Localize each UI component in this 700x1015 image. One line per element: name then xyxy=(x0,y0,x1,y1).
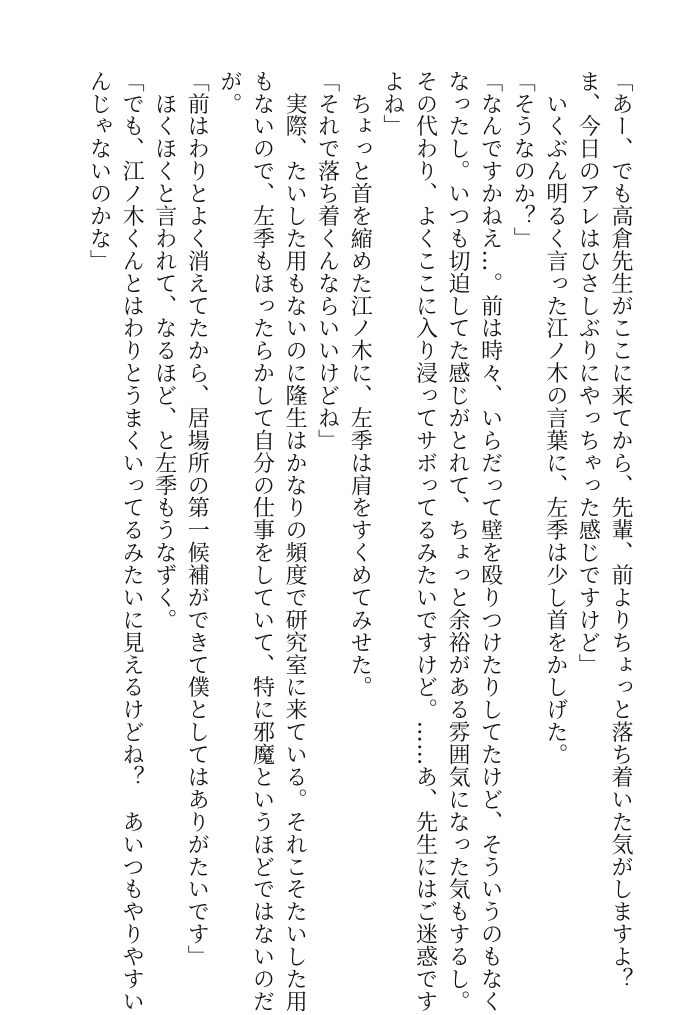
text-line: 「それで落ち着くんならいいけどね」 xyxy=(314,70,340,452)
text-line: いくぶん明るく言った江ノ木の言葉に、左季は少し首をかしげた。 xyxy=(542,70,568,766)
text-line: 「あー、でも高倉先生がここに来てから、先輩、前よりちょっと落ち着いた気がしますよ？ xyxy=(608,70,633,991)
text-line: んじゃないのかな」 xyxy=(86,70,112,272)
text-line: 「なんですかねえ…。前は時々、いらだって壁を殴りつけたりしてたけど、そういうのもなく xyxy=(477,70,503,1013)
text-line: 実際、たいした用もないのに隆生はかなりの頻度で研究室に来ている。それこそたいした用 xyxy=(282,70,308,1013)
text-line: 「そうなのか？」 xyxy=(510,70,536,250)
text-line: もないので、左季もほったらかして自分の仕事をしていて、特に邪魔というほどではないのだ xyxy=(249,70,275,1013)
text-line: 「前はわりとよく消えてたから、居場所の第一候補ができて僕としてはありがたいです」 xyxy=(184,70,210,968)
text-line: よね」 xyxy=(379,70,405,138)
text-line: なったし。いつも切迫してた感じがとれて、ちょっと余裕がある雰囲気になった気もするし。 xyxy=(445,70,471,1013)
text-line: 「でも、江ノ木くんとはわりとうまくいってるみたいに見えるけどね？ あいつもやりやすい xyxy=(119,70,145,1013)
text-line: ほくほくと言われて、なるほど、と左季もうなずく。 xyxy=(151,70,177,631)
text-line: が。 xyxy=(216,70,242,115)
vertical-text-body xyxy=(82,70,636,1013)
text-line: ま、今日のアレはひさしぶりにやっちゃった感じですけど」 xyxy=(575,70,601,676)
text-line: その代わり、よくここに入り浸ってサボってるみたいですけど。……あ、先生にはご迷惑です xyxy=(412,70,438,1013)
text-line: ちょっと首を縮めた江ノ木に、左季は肩をすくめてみせた。 xyxy=(347,70,373,699)
